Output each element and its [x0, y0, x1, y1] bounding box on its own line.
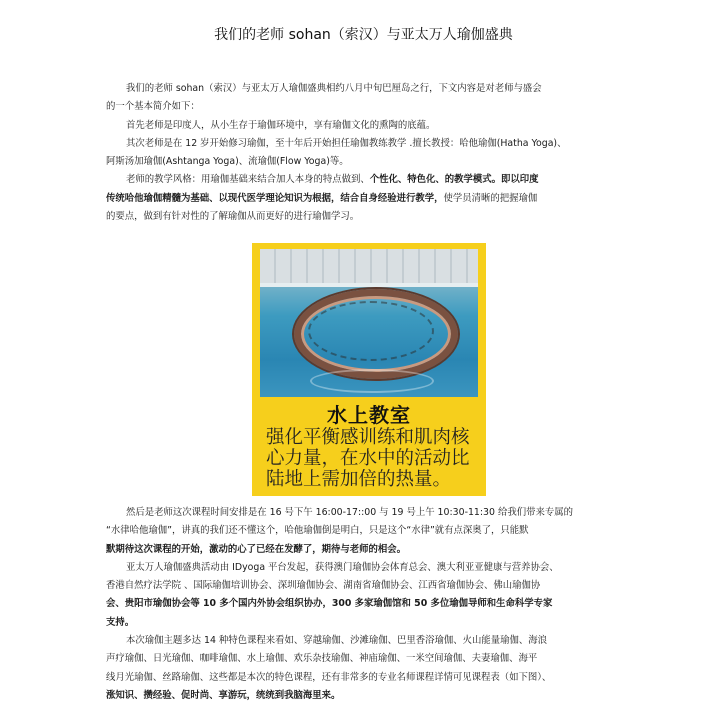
photo-description: [266, 427, 478, 490]
desc-line: 陆地上需加倍的热量。: [266, 469, 452, 490]
poolside-building: [260, 249, 478, 283]
text-line: 声疗瑜伽、日光瑜伽、咖啡瑜伽、水上瑜伽、欢乐杂技瑜伽、神庙瑜伽、一米空间瑜伽、夫妻瑜伽、海平: [106, 653, 538, 665]
people-circle-inner: [308, 301, 434, 361]
style-text-bold: 个性化、特色化、的教学模式。即以印度: [369, 174, 539, 186]
desc-line: 心力量，在水中的活动比: [266, 448, 470, 469]
style-line-1: [106, 171, 636, 189]
intro-paragraph: [106, 80, 636, 226]
page-title: 我们的老师 sohan（索汉）与亚太万人瑜伽盛典: [214, 27, 513, 43]
water-classroom-image: [252, 243, 486, 496]
text-line: 支持。: [106, 616, 135, 628]
schedule-paragraph: [106, 504, 636, 705]
style-text-normal: 使学员清晰的把握瑜伽: [443, 192, 538, 204]
text-line: 我们的老师 sohan（索汉）与亚太万人瑜伽盛典相约八月中旬巴厘岛之行，下文内容是对老师与盛会: [126, 83, 542, 94]
style-text-bold: 传统哈他瑜伽精髓为基础、以现代医学理论知识为根据，结合自身经验进行教学，: [106, 192, 444, 204]
style-line-2: [106, 190, 636, 208]
text-line: 涨知识、攒经验、促时尚、享游玩，统统到我脑海里来。: [106, 689, 341, 701]
style-text-normal: 老师的教学风格：用瑜伽基础来结合加人本身的特点做到、: [126, 174, 370, 186]
text-line: 默期待这次课程的开始，激动的心了已经在发酵了，期待与老师的相会。: [106, 543, 407, 555]
text-line: 的一个基本简介如下：: [106, 101, 200, 113]
photo-caption: 水上教室: [327, 403, 411, 427]
text-line: 然后是老师这次课程时间安排是在 16 号下午 16:00-17::00 与 19 号上午 10:30-11:30 给我们带来专属的: [126, 507, 573, 518]
text-line: 本次瑜伽主题多达 14 种特色课程来看如、穿越瑜伽、沙滩瑜伽、巴里香浴瑜伽、火山能量瑜伽、海浪: [126, 635, 548, 647]
origin-paragraph: 首先老师是印度人，从小生存于瑜伽环境中，享有瑜伽文化的熏陶的底蕴。: [126, 119, 436, 131]
text-line: 阿斯汤加瑜伽(Ashtanga Yoga)、流瑜伽(Flow Yoga)等。: [106, 156, 349, 168]
text-line: 其次老师是在 12 岁开始修习瑜伽，至十年后开始担任瑜伽教练教学 .擅长教授：哈他瑜伽(Hatha Yoga)、: [126, 137, 567, 149]
text-line: 香港自然疗法学院 、国际瑜伽培训协会、深圳瑜伽协会、湖南省瑜伽协会、江西省瑜伽协会、佛山瑜伽协: [106, 580, 541, 592]
text-line: 会、贵阳市瑜伽协会等 10 多个国内外协会组织协办，300 多家瑜伽馆和 50 多位瑜伽导师和生命科学专家: [106, 598, 553, 610]
text-line: 亚太万人瑜伽盛典活动由 IDyoga 平台发起，获得澳门瑜伽协会体育总会、澳大利亚亚健康与营养协会、: [126, 561, 559, 573]
pool-photo: [260, 249, 478, 397]
water-ripple: [310, 369, 434, 393]
desc-line: 强化平衡感训练和肌肉核: [266, 427, 470, 448]
text-line: 的要点，做到有针对性的了解瑜伽从而更好的进行瑜伽学习。: [106, 211, 360, 223]
text-line: 线月光瑜伽、丝路瑜伽、这些都是本次的特色课程，还有非常多的专业名师课程详情可见课程表（如下图）、: [106, 671, 552, 683]
pool-edge: [260, 283, 478, 287]
text-line: “水律哈他瑜伽”，讲真的我们还不懂这个，哈他瑜伽倒是明白，只是这个“水律”就有点深奥了，只能默: [106, 525, 529, 537]
